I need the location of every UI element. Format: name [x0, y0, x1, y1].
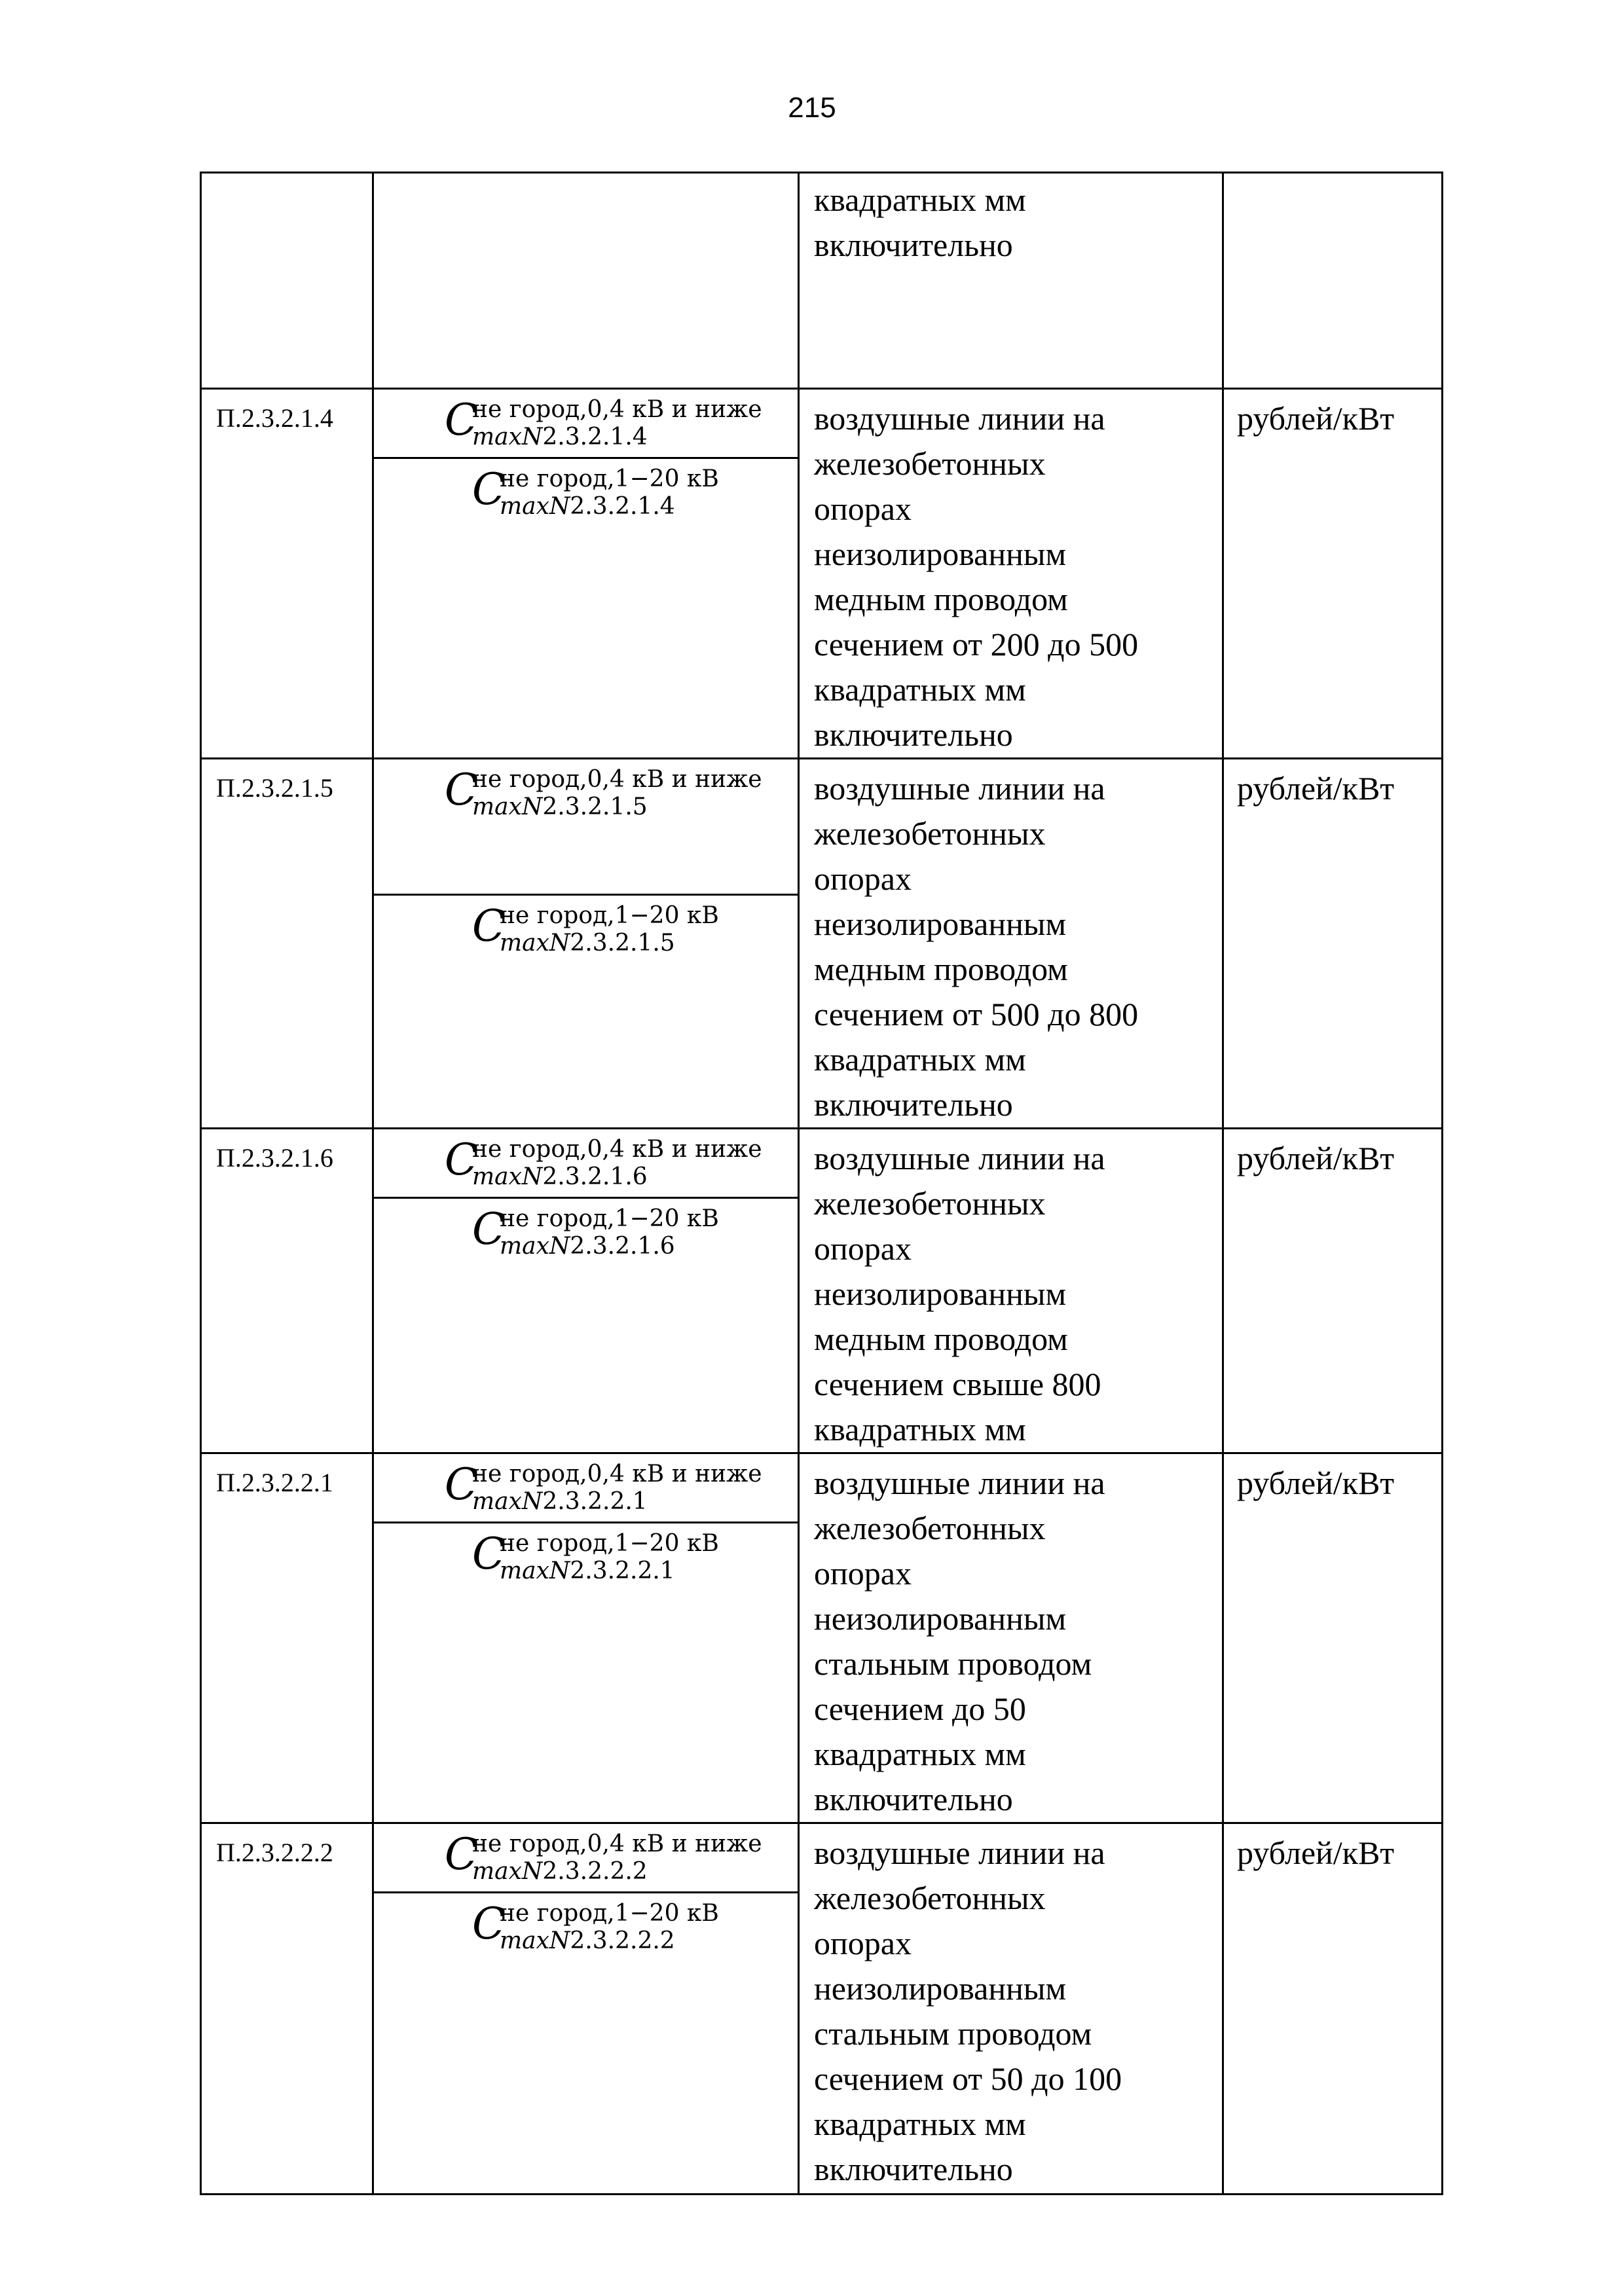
row-code: П.2.3.2.2.1: [201, 1453, 373, 1823]
unit-cell: рублей/кВт: [1223, 1129, 1443, 1453]
description-cell: [799, 389, 1223, 759]
row-code: П.2.3.2.2.2: [201, 1823, 373, 2195]
unit-cell: рублей/кВт: [1223, 1823, 1443, 2195]
description-cell: [799, 759, 1223, 1129]
description-line: медным проводом: [814, 951, 1068, 987]
description-line: сечением от 200 до 500: [814, 626, 1139, 663]
description-line: неизолированным: [814, 1275, 1067, 1312]
description-line: сечением от 50 до 100: [814, 2060, 1122, 2097]
description-cell: [799, 173, 1223, 389]
description-line: сечением от 500 до 800: [814, 996, 1139, 1032]
tariff-symbol-medium-voltage: C не город,1−20 кВ maxN2.3.2.1.6: [472, 1204, 719, 1260]
description-line: железобетонных: [814, 1510, 1046, 1546]
tariff-symbol-low-voltage: C не город,0,4 кВ и ниже maxN2.3.2.2.1: [374, 1454, 798, 1523]
unit-cell: рублей/кВт: [1223, 389, 1443, 759]
symbol-cell: [373, 1453, 799, 1823]
description-line: сечением до 50: [814, 1690, 1026, 1727]
description-line: квадратных мм: [814, 1411, 1026, 1448]
description-line: опорах: [814, 490, 912, 527]
unit-cell: рублей/кВт: [1223, 759, 1443, 1129]
symbol-cell: [373, 759, 799, 1129]
tariff-symbol-low-voltage: C не город,0,4 кВ и ниже maxN2.3.2.1.4: [374, 390, 798, 459]
unit-cell: [1223, 173, 1443, 389]
row-code: П.2.3.2.1.5: [201, 759, 373, 1129]
table-row: [201, 1823, 1443, 2195]
description-line: железобетонных: [814, 445, 1046, 482]
description-line: включительно: [814, 227, 1013, 263]
description-line: неизолированным: [814, 1600, 1067, 1637]
description-line: неизолированным: [814, 536, 1067, 572]
table-row: [201, 1453, 1443, 1823]
description-line: медным проводом: [814, 581, 1068, 617]
description-line: неизолированным: [814, 905, 1067, 942]
tariff-symbol-low-voltage: C не город,0,4 кВ и ниже maxN2.3.2.1.6: [374, 1129, 798, 1199]
description-line: железобетонных: [814, 1880, 1046, 1916]
description-line: включительно: [814, 1781, 1013, 1817]
description-cell: [799, 1823, 1223, 2195]
description-line: воздушные линии на: [814, 770, 1105, 807]
table-row: [201, 759, 1443, 1129]
symbol-cell: [373, 173, 799, 389]
description-line: включительно: [814, 1086, 1013, 1123]
description-line: квадратных мм: [814, 1736, 1026, 1772]
row-code: П.2.3.2.1.6: [201, 1129, 373, 1453]
description-line: воздушные линии на: [814, 400, 1105, 437]
description-line: квадратных мм: [814, 2105, 1026, 2142]
description-line: опорах: [814, 860, 912, 897]
tariff-symbol-medium-voltage: C не город,1−20 кВ maxN2.3.2.2.1: [472, 1529, 719, 1584]
description-line: железобетонных: [814, 815, 1046, 852]
symbol-cell: [373, 1129, 799, 1453]
tariff-symbol-medium-voltage: C не город,1−20 кВ maxN2.3.2.1.4: [472, 464, 719, 520]
description-line: квадратных мм: [814, 181, 1026, 218]
symbol-cell: [373, 1823, 799, 2195]
description-line: неизолированным: [814, 1970, 1067, 2007]
tariff-table: [200, 172, 1443, 2195]
description-line: железобетонных: [814, 1185, 1046, 1222]
description-line: воздушные линии на: [814, 1140, 1105, 1176]
description-line: стальным проводом: [814, 1645, 1092, 1682]
description-line: квадратных мм: [814, 1041, 1026, 1078]
description-line: квадратных мм: [814, 671, 1026, 708]
description-line: опорах: [814, 1925, 912, 1961]
description-line: стальным проводом: [814, 2015, 1092, 2052]
tariff-symbol-medium-voltage: C не город,1−20 кВ maxN2.3.2.2.2: [472, 1899, 719, 1954]
code-cell: [201, 173, 373, 389]
description-line: включительно: [814, 2151, 1013, 2187]
tariff-symbol-low-voltage: C не город,0,4 кВ и ниже maxN2.3.2.2.2: [374, 1824, 798, 1893]
continuation-row: [201, 173, 1443, 389]
description-line: медным проводом: [814, 1321, 1068, 1357]
description-line: опорах: [814, 1555, 912, 1592]
description-line: воздушные линии на: [814, 1465, 1105, 1501]
description-line: опорах: [814, 1230, 912, 1267]
description-cell: [799, 1129, 1223, 1453]
description-cell: [799, 1453, 1223, 1823]
tariff-symbol-medium-voltage: C не город,1−20 кВ maxN2.3.2.1.5: [472, 901, 719, 957]
table-row: [201, 1129, 1443, 1453]
unit-cell: рублей/кВт: [1223, 1453, 1443, 1823]
symbol-cell: [373, 389, 799, 759]
table-row: [201, 389, 1443, 759]
row-code: П.2.3.2.1.4: [201, 389, 373, 759]
page-number: 215: [788, 92, 836, 124]
description-line: воздушные линии на: [814, 1834, 1105, 1871]
tariff-symbol-low-voltage: C не город,0,4 кВ и ниже maxN2.3.2.1.5: [374, 759, 798, 896]
description-line: сечением свыше 800: [814, 1366, 1101, 1402]
description-line: включительно: [814, 716, 1013, 753]
